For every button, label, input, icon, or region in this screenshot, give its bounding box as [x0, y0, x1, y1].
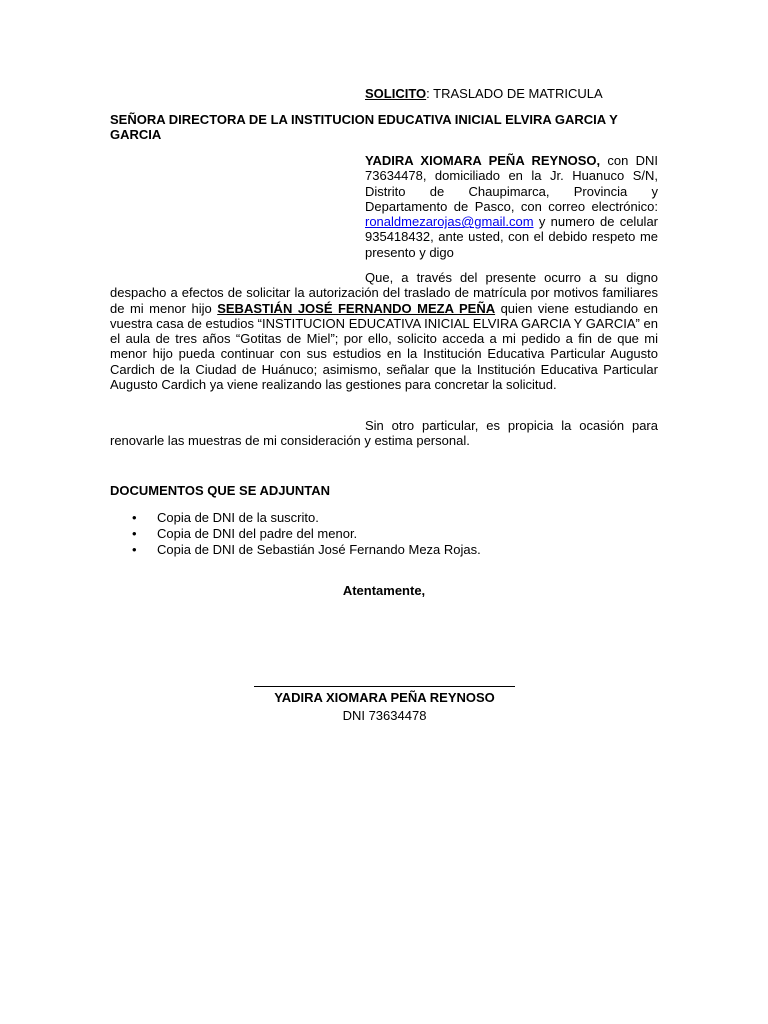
bullet-icon: • [132, 526, 137, 541]
subject-separator: : [426, 86, 434, 101]
documents-list [110, 510, 658, 558]
intro-text-1: con DNI 73634478, domiciliado en la Jr. Huanuco S/N, Distrito de Chaupimarca, Provincia y Departamento de Pasco, con correo electrónico: [365, 153, 658, 214]
list-item [110, 542, 658, 558]
child-name: SEBASTIÁN JOSÉ FERNANDO MEZA PEÑA [217, 300, 496, 316]
body-text-1: Que, a través del presente ocurro a su digno despacho a efectos de solicitar la autorización del traslado de matrícula por motivos familiares de mi menor hijo [110, 270, 658, 316]
signature-line [254, 686, 515, 687]
intro-text-2: y numero de celular 935418432, ante usted, con el debido respeto me presento y digo [365, 214, 658, 260]
bullet-icon: • [132, 542, 137, 557]
document-item-text: Copia de DNI de Sebastián José Fernando Meza Rojas. [157, 542, 481, 557]
list-item [110, 510, 658, 526]
email-link[interactable]: ronaldmezarojas@gmail.com [365, 214, 534, 230]
subject-label: SOLICITO [365, 86, 427, 101]
applicant-name: YADIRA XIOMARA PEÑA REYNOSO, [365, 153, 601, 168]
intro-paragraph [365, 153, 658, 260]
document-item-text: Copia de DNI del padre del menor. [157, 526, 358, 541]
farewell: Atentamente, [342, 583, 426, 598]
list-item [110, 526, 658, 542]
document-item-text: Copia de DNI de la suscrito. [157, 510, 319, 525]
closing-paragraph: Sin otro particular, es propicia la ocasión para renovarle las muestras de mi consideración y estima personal. [110, 418, 658, 449]
signature-name: YADIRA XIOMARA PEÑA REYNOSO [274, 690, 495, 705]
signature-dni: DNI 73634478 [342, 708, 427, 723]
documents-heading: DOCUMENTOS QUE SE ADJUNTAN [110, 483, 331, 498]
addressee: SEÑORA DIRECTORA DE LA INSTITUCION EDUCATIVA INICIAL ELVIRA GARCIA Y GARCIA [110, 112, 618, 143]
body-paragraph [110, 270, 658, 392]
subject-text: TRASLADO DE MATRICULA [433, 86, 603, 101]
body-text-2: quien viene estudiando en vuestra casa de estudios “INSTITUCION EDUCATIVA INICIAL ELVIRA GARCIA Y GARCIA” en el aula de tres años “Gotitas de Miel”; por ello, solicito acceda a mi pedido a fin de que mi menor hijo pueda continuar con sus estudios en la Institución Educativa Particular Augusto Cardich de la Ciudad de Huánuco; asimismo, señalar que la Institución Educativa Particular Augusto Cardich ya viene realizando las gestiones para concretar la solicitud. [110, 300, 658, 393]
subject-line [365, 86, 603, 101]
bullet-icon: • [132, 510, 137, 525]
